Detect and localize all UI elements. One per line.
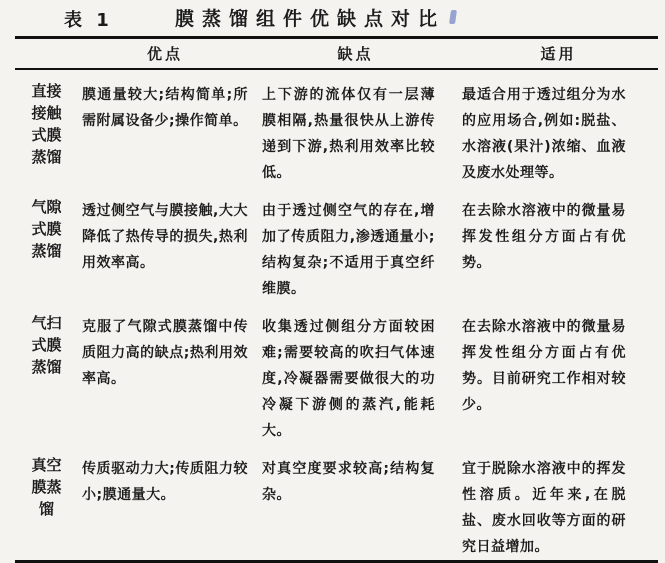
row-type-label: 真空膜蒸馏 bbox=[31, 456, 62, 518]
table-row-vacuum-md bbox=[15, 444, 658, 560]
table-header-row bbox=[15, 39, 658, 70]
application-cell: 最适合用于透过组分为水的应用场合,例如:脱盐、水溶液(果汁)浓缩、血液及废水处理等。 bbox=[462, 87, 626, 181]
application-cell: 在去除水溶液中的微量易挥发性组分方面占有优势。目前研究工作相对较少。 bbox=[462, 319, 626, 413]
advantages-cell: 克服了气隙式膜蒸馏中传质阻力高的缺点;热利用效率高。 bbox=[82, 319, 248, 387]
table-row-air-gap-md bbox=[15, 186, 658, 302]
header-application: 适用 bbox=[540, 45, 577, 63]
advantages-cell: 膜通量较大;结构简单;所需附属设备少;操作简单。 bbox=[82, 87, 248, 129]
advantages-cell: 透过侧空气与膜接触,大大降低了热传导的损失,热利用效率高。 bbox=[82, 203, 248, 271]
disadvantages-cell: 收集透过侧组分方面较困难;需要较高的吹扫气体速度,冷凝器需要做很大的功冷凝下游侧的蒸汽,能耗大。 bbox=[262, 319, 435, 439]
application-cell: 在去除水溶液中的微量易挥发性组分方面占有优势。 bbox=[462, 203, 626, 271]
comparison-table bbox=[15, 36, 658, 563]
advantages-cell: 传质驱动力大;传质阻力较小;膜通量大。 bbox=[82, 461, 248, 503]
table-caption-row bbox=[0, 0, 665, 36]
header-advantages: 优点 bbox=[146, 45, 183, 63]
row-type-label: 气隙式膜蒸馏 bbox=[31, 198, 62, 260]
table-row-direct-contact-md bbox=[15, 70, 658, 186]
table-number-label: 表 1 bbox=[64, 10, 113, 31]
disadvantages-cell: 由于透过侧空气的存在,增加了传质阻力,渗透通量小;结构复杂;不适用于真空纤维膜。 bbox=[262, 203, 435, 297]
disadvantages-cell: 上下游的流体仅有一层薄膜相隔,热量很快从上游传递到下游,热利用效率比较低。 bbox=[262, 87, 435, 181]
application-cell: 宜于脱除水溶液中的挥发性溶质。近年来,在脱盐、废水回收等方面的研究日益增加。 bbox=[462, 461, 626, 555]
table-row-sweeping-gas-md bbox=[15, 302, 658, 444]
row-type-label: 直接接触式膜蒸馏 bbox=[31, 82, 62, 166]
header-disadvantages: 缺点 bbox=[337, 45, 374, 63]
table-title: 膜蒸馏组件优缺点对比 bbox=[174, 8, 445, 30]
disadvantages-cell: 对真空度要求较高;结构复杂。 bbox=[262, 461, 435, 503]
row-type-label: 气扫式膜蒸馏 bbox=[31, 314, 62, 376]
